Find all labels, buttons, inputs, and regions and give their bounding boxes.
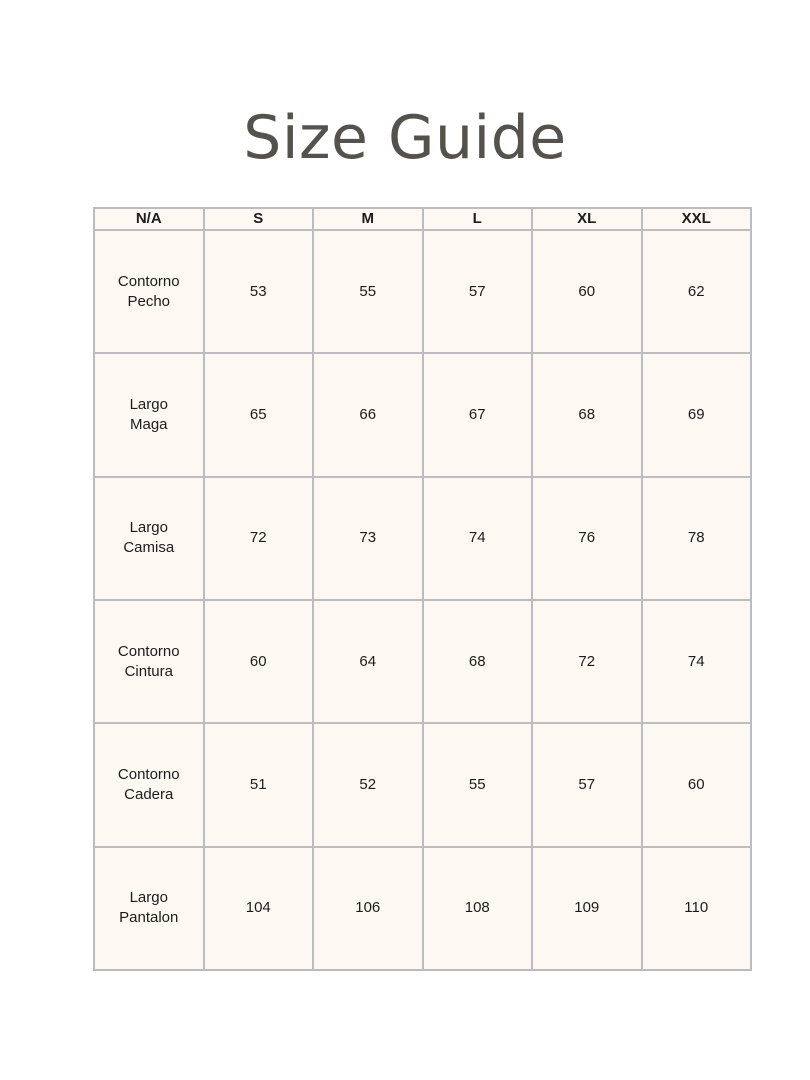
row-label bbox=[94, 847, 204, 970]
header-cell-l: L bbox=[423, 208, 533, 230]
table-cell: 55 bbox=[313, 230, 423, 353]
table-cell: 72 bbox=[532, 600, 642, 723]
table-cell: 60 bbox=[532, 230, 642, 353]
table-row bbox=[94, 600, 751, 723]
table-cell: 106 bbox=[313, 847, 423, 970]
table-cell: 57 bbox=[532, 723, 642, 846]
table-cell: 110 bbox=[642, 847, 752, 970]
row-label-line: Camisa bbox=[123, 539, 175, 557]
table-cell: 109 bbox=[532, 847, 642, 970]
page-title: Size Guide bbox=[243, 103, 567, 173]
table-cell: 68 bbox=[423, 600, 533, 723]
row-label-line: Cintura bbox=[124, 662, 173, 680]
row-label-line: Cadera bbox=[124, 785, 174, 803]
table-cell: 51 bbox=[204, 723, 314, 846]
table-cell: 57 bbox=[423, 230, 533, 353]
row-label bbox=[94, 477, 204, 600]
header-cell-s: S bbox=[204, 208, 314, 230]
table-row bbox=[94, 353, 751, 476]
row-label bbox=[94, 600, 204, 723]
table-cell: 62 bbox=[642, 230, 752, 353]
table-cell: 55 bbox=[423, 723, 533, 846]
row-label-line: Largo bbox=[129, 395, 168, 413]
table-row bbox=[94, 230, 751, 353]
row-label bbox=[94, 353, 204, 476]
row-label-line: Contorno bbox=[117, 765, 180, 783]
table-cell: 66 bbox=[313, 353, 423, 476]
row-label bbox=[94, 230, 204, 353]
table-cell: 64 bbox=[313, 600, 423, 723]
table-cell: 73 bbox=[313, 477, 423, 600]
header-row bbox=[94, 208, 751, 230]
row-label bbox=[94, 723, 204, 846]
header-cell-corner: N/A bbox=[94, 208, 204, 230]
size-table bbox=[93, 207, 752, 971]
table-cell: 76 bbox=[532, 477, 642, 600]
header-cell-m: M bbox=[313, 208, 423, 230]
row-label-line: Pantalon bbox=[119, 909, 179, 927]
table-row bbox=[94, 477, 751, 600]
row-label-line: Contorno bbox=[117, 642, 180, 660]
table-cell: 60 bbox=[204, 600, 314, 723]
row-label-line: Pecho bbox=[127, 292, 171, 310]
table-cell: 108 bbox=[423, 847, 533, 970]
row-label-line: Largo bbox=[129, 519, 168, 537]
table-row bbox=[94, 723, 751, 846]
table-cell: 78 bbox=[642, 477, 752, 600]
table-cell: 104 bbox=[204, 847, 314, 970]
header-cell-xl: XL bbox=[532, 208, 642, 230]
table-row bbox=[94, 847, 751, 970]
table-cell: 52 bbox=[313, 723, 423, 846]
table-cell: 74 bbox=[423, 477, 533, 600]
row-label-line: Largo bbox=[129, 889, 168, 907]
header-cell-xxl: XXL bbox=[642, 208, 752, 230]
table-cell: 72 bbox=[204, 477, 314, 600]
table-cell: 69 bbox=[642, 353, 752, 476]
table-cell: 53 bbox=[204, 230, 314, 353]
table-cell: 65 bbox=[204, 353, 314, 476]
table-cell: 74 bbox=[642, 600, 752, 723]
table-cell: 60 bbox=[642, 723, 752, 846]
row-label-line: Contorno bbox=[117, 272, 180, 290]
table-cell: 68 bbox=[532, 353, 642, 476]
row-label-line: Maga bbox=[129, 415, 168, 433]
table-cell: 67 bbox=[423, 353, 533, 476]
